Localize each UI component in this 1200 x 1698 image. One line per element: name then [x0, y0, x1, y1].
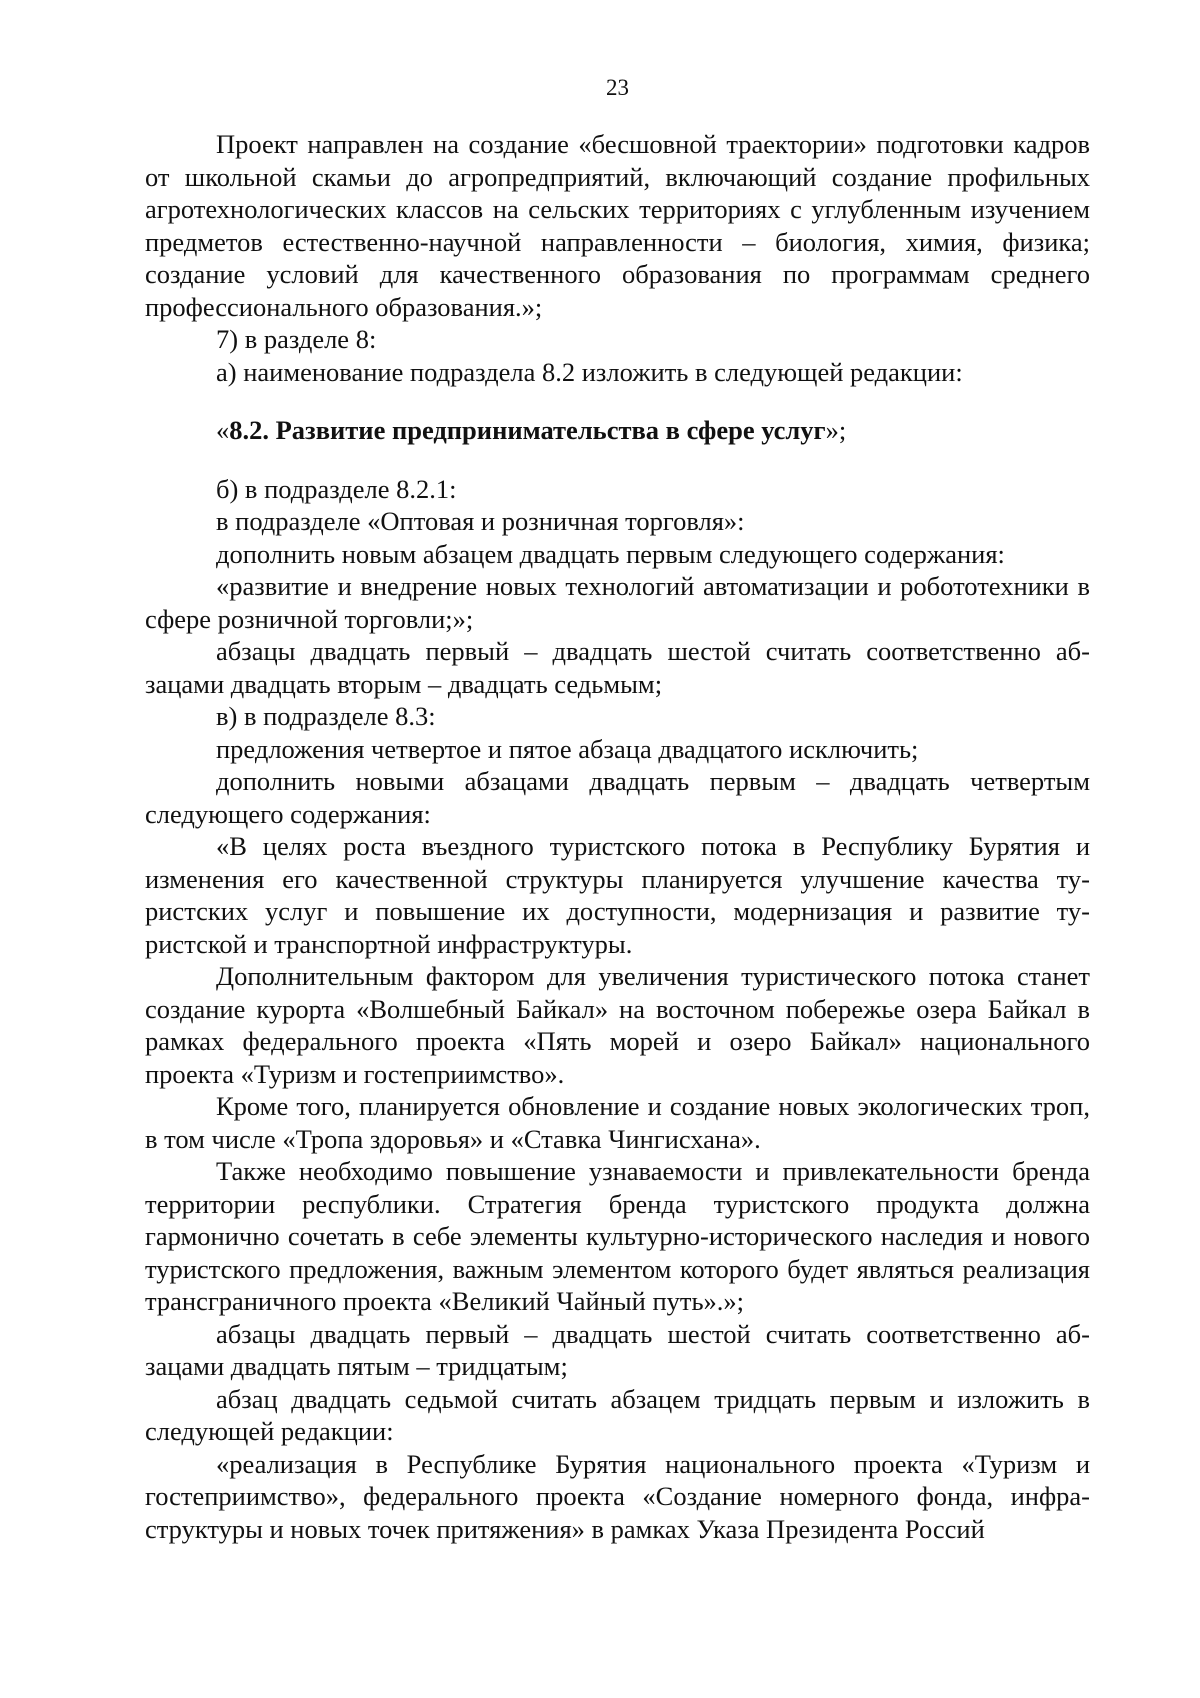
- paragraph: предложения четвертое и пятое абзаца двадцатого исключить;: [216, 733, 919, 764]
- document-body: [145, 128, 1090, 1545]
- paragraph: «реализация в Республике Бурятия национального проекта «Туризм и гостеприимство», федерального проекта «Создание номерного фонда, инфраструктуры и новых точек притяжения» в рамках Указа Президента Россий: [145, 1448, 1090, 1544]
- heading-open-quote: «: [216, 415, 230, 445]
- paragraph: дополнить новыми абзацами двадцать первым – двадцать четвертым следующего содержания:: [145, 766, 1090, 829]
- paragraph: дополнить новым абзацем двадцать первым следующего содержания:: [216, 538, 1005, 569]
- paragraph: 7) в разделе 8:: [216, 324, 377, 354]
- paragraph: Кроме того, планируется обновление и создание новых экологических троп, в том числе «Тропа здоровья» и «Ставка Чингисхана».: [145, 1091, 1090, 1154]
- paragraph: абзацы двадцать первый – двадцать шестой считать соответственно абзацами двадцать пятым – тридцатым;: [145, 1318, 1090, 1381]
- paragraph: «развитие и внедрение новых технологий автоматизации и робототехники в сфере розничной торговли;»;: [145, 571, 1090, 634]
- section-heading: [145, 414, 1090, 447]
- paragraph: Дополнительным фактором для увеличения туристического потока станет создание курорта «Волшебный Байкал» на восточном побережье озера Байкал в рамках федерального проекта «Пять морей и озеро Байкал» национального проекта «Туризм и гостеприимство».: [145, 961, 1090, 1089]
- paragraph: в) в подразделе 8.3:: [216, 701, 436, 731]
- paragraph: абзацы двадцать первый – двадцать шестой считать соответственно абзацами двадцать вторым – двадцать седьмым;: [145, 636, 1090, 699]
- paragraph: Проект направлен на создание «бесшовной траектории» подготовки кадров от школьной скамьи до агропредприятий, включающий создание профильных агротехнологических классов на сельских территориях с углубленным изучением предметов естественно-научной направленности – биология, химия, физика; создание условий для качественного образования по программам среднего профессионального образования.»;: [145, 129, 1090, 322]
- paragraph: Также необходимо повышение узнаваемости и привлекательности бренда территории республики. Стратегия бренда туристского продукта должна гармонично сочетать в себе элементы культурно-исторического наследия и нового туристского предложения, важным элементом которого будет являться реализация трансграничного проекта «Великий Чайный путь».»;: [145, 1156, 1090, 1316]
- paragraph: в подразделе «Оптовая и розничная торговля»:: [216, 506, 745, 536]
- paragraph: «В целях роста въездного туристского потока в Республику Бурятия и изменения его качественной структуры планируется улучшение качества туристских услуг и повышение их доступности, модернизация и развитие туристской и транспортной инфраструктуры.: [145, 831, 1090, 959]
- paragraph: б) в подразделе 8.2.1:: [216, 473, 457, 504]
- paragraph: а) наименование подраздела 8.2 изложить в следующей редакции:: [216, 356, 963, 387]
- page-number: 23: [606, 75, 629, 100]
- paragraph: абзац двадцать седьмой считать абзацем тридцать первым и изложить в следующей редакции:: [145, 1383, 1090, 1446]
- document-page: [145, 0, 1090, 1698]
- heading-title: 8.2. Развитие предпринимательства в сфере услуг: [229, 415, 826, 445]
- heading-close-quote: »;: [825, 415, 847, 445]
